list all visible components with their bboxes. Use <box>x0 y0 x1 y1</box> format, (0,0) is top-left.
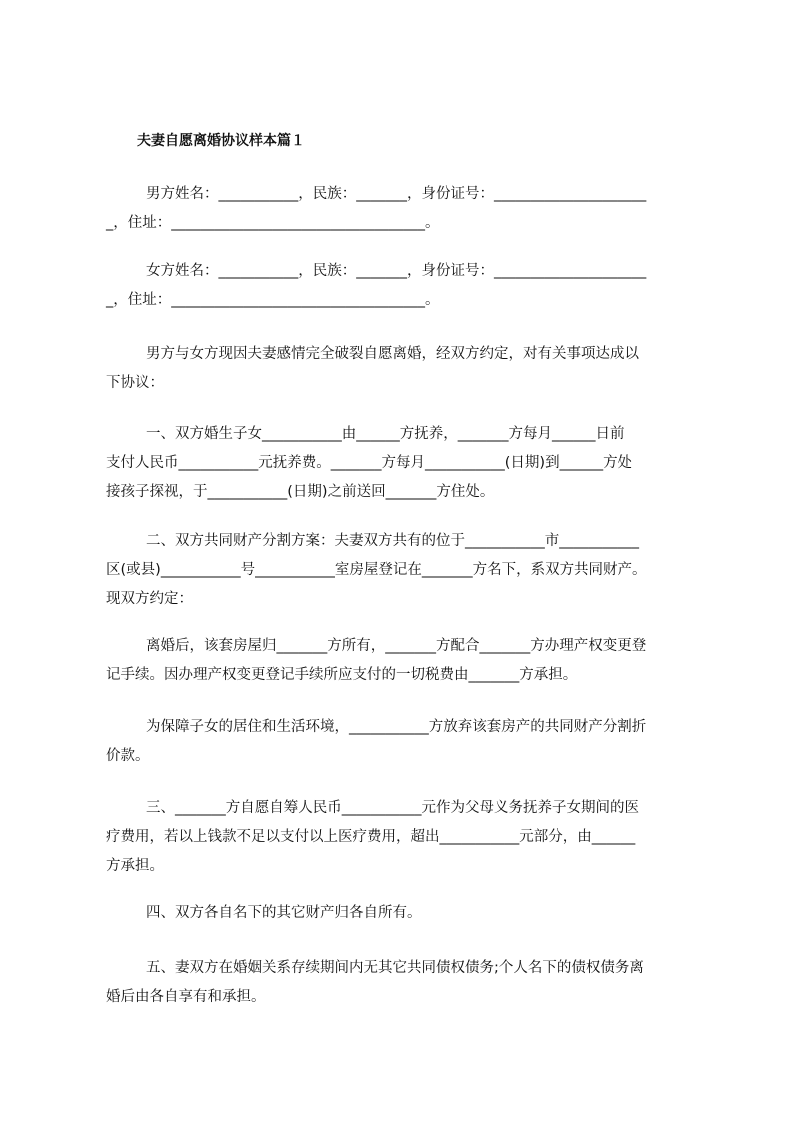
paragraph-clause-4 <box>106 899 706 928</box>
paragraph-line: 为保障子女的居住和生活环境，___________方放弃该套房产的共同财产分割折 <box>146 719 647 735</box>
paragraph-line: _，住址：___________________________________。 <box>106 292 440 308</box>
paragraph-line: 区(或县)___________号___________室房屋登记在_______方名下，系双方共同财产。 <box>106 562 647 578</box>
document-title: 夫妻自愿离婚协议样本篇１ <box>137 133 305 149</box>
paragraph-clause-2 <box>106 527 706 614</box>
paragraph-male-info <box>106 180 706 238</box>
paragraph-line: 价款。 <box>106 748 150 764</box>
paragraph-line: 二、双方共同财产分割方案：夫妻双方共有的位于___________市___________ <box>146 533 639 549</box>
paragraph-line: 四、双方各自名下的其它财产归各自所有。 <box>146 905 422 921</box>
paragraph-clause-3 <box>106 794 706 881</box>
paragraph-clause-1 <box>106 420 706 507</box>
paragraph-line: 离婚后，该套房屋归_______方所有，_______方配合_______方办理产权变更登 <box>146 638 647 654</box>
paragraph-clause-2-house <box>106 632 706 690</box>
paragraph-intro <box>106 340 706 398</box>
paragraph-line: 一、双方婚生子女___________由______方抚养，_______方每月______日前 <box>146 426 625 442</box>
paragraph-line: 婚后由各自享有和承担。 <box>106 989 266 1005</box>
paragraph-line: 五、妻双方在婚姻关系存续期间内无其它共同债权债务;个人名下的债权债务离 <box>146 960 644 976</box>
paragraph-line: 男方与女方现因夫妻感情完全破裂自愿离婚，经双方约定，对有关事项达成以 <box>146 346 639 362</box>
paragraph-line: 三、_______方自愿自筹人民币___________元作为父母义务抚养子女期间的医 <box>146 800 639 816</box>
paragraph-line: 方承担。 <box>106 858 164 874</box>
paragraph-line: 下协议： <box>106 375 164 391</box>
paragraph-line: 男方姓名：___________，民族：_______，身份证号：_____________________ <box>146 186 647 202</box>
paragraph-line: 女方姓名：___________，民族：_______，身份证号：_____________________ <box>146 263 647 279</box>
paragraph-clause-5 <box>106 954 706 1012</box>
paragraph-clause-2-waive <box>106 713 706 771</box>
paragraph-female-info <box>106 257 706 315</box>
paragraph-line: _，住址：___________________________________。 <box>106 215 440 231</box>
paragraph-line: 支付人民币___________元抚养费。_______方每月___________(日期)到______方处 <box>106 455 633 471</box>
paragraph-line: 疗费用，若以上钱款不足以支付以上医疗费用，超出___________元部分，由______ <box>106 829 636 845</box>
paragraph-line: 接孩子探视，于___________(日期)之前送回_______方住处。 <box>106 484 495 500</box>
paragraph-line: 记手续。因办理产权变更登记手续所应支付的一切税费由_______方承担。 <box>106 667 578 683</box>
paragraph-line: 现双方约定： <box>106 591 193 607</box>
